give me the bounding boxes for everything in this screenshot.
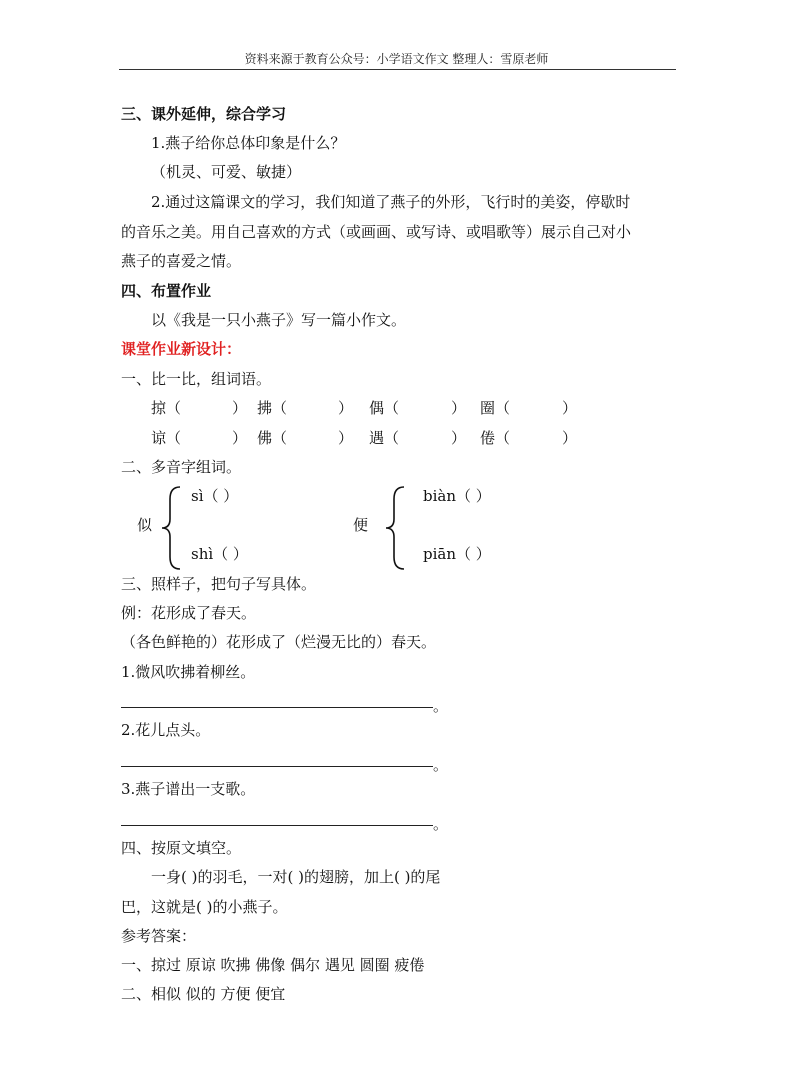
part1-title: 一、比一比，组词语。: [121, 370, 272, 388]
section4-body: 以《我是一只小燕子》写一篇小作文。: [151, 311, 407, 329]
part1-row2-close3: ）: [451, 429, 467, 447]
part3-item1: 1.微风吹拂着柳丝。: [121, 663, 256, 681]
page-header: 资料来源于教育公众号：小学语文作文 整理人：雪原老师: [244, 52, 549, 66]
part1-row1-close4: ）: [562, 399, 578, 417]
part2-title: 二、多音字组词。: [121, 458, 242, 476]
answers-title: 参考答案：: [121, 927, 197, 945]
part1-row2-close1: ）: [232, 429, 248, 447]
part1-row1-char3: 偶（: [369, 399, 400, 417]
part4-title: 四、按原文填空。: [121, 839, 242, 857]
part1-row2-close2: ）: [338, 429, 354, 447]
part1-row2-close4: ）: [562, 429, 578, 447]
part1-row1-close3: ）: [451, 399, 467, 417]
part2-char1-top: sì（ ）: [191, 487, 239, 505]
part1-row2-char1: 谅（: [151, 429, 182, 447]
part2-brace2: [384, 485, 406, 571]
part2-char1-bottom: shì（ ）: [191, 545, 248, 563]
part1-row2-char3: 遇（: [369, 429, 400, 447]
answers-line2: 二、相似 似的 方便 便宜: [121, 985, 286, 1003]
section3-title: 三、课外延伸，综合学习: [121, 105, 287, 123]
answers-line1: 一、掠过 原谅 吹拂 佛像 偶尔 遇见 圆圈 疲倦: [121, 956, 425, 974]
section3-answer1: （机灵、可爱、敏捷）: [151, 163, 302, 181]
part1-row1-char1: 掠（: [151, 399, 182, 417]
part2-char1: 似: [137, 516, 153, 534]
part1-row1-close1: ）: [232, 399, 248, 417]
section3-question2-line1: 2.通过这篇课文的学习，我们知道了燕子的外形，飞行时的美姿，停歇时: [151, 193, 631, 211]
homework-title: 课堂作业新设计：: [121, 340, 242, 358]
part4-line2: 巴，这就是( )的小燕子。: [121, 898, 288, 916]
part3-item2-period: 。: [433, 756, 449, 774]
part2-char2-bottom: piān（ ）: [423, 545, 491, 563]
part3-title: 三、照样子，把句子写具体。: [121, 575, 317, 593]
part2-brace1: [160, 485, 182, 571]
section3-question2-line2: 的音乐之美。用自己喜欢的方式（或画画、或写诗、或唱歌等）展示自己对小: [121, 223, 632, 241]
part3-item3-answer-line: [121, 825, 433, 826]
part3-item2: 2.花儿点头。: [121, 721, 211, 739]
part3-item1-period: 。: [433, 697, 449, 715]
header-rule: [119, 69, 676, 70]
section4-title: 四、布置作业: [121, 282, 212, 300]
section3-question2-line3: 燕子的喜爱之情。: [121, 252, 242, 270]
part3-example-answer: （各色鲜艳的）花形成了（烂漫无比的）春天。: [121, 633, 437, 651]
part1-row1-char4: 圈（: [480, 399, 511, 417]
part4-line1: 一身( )的羽毛，一对( )的翅膀，加上( )的尾: [151, 868, 441, 886]
part3-item3: 3.燕子谱出一支歌。: [121, 780, 256, 798]
part1-row1-char2: 拂（: [257, 399, 288, 417]
part3-item3-period: 。: [433, 815, 449, 833]
part1-row2-char4: 倦（: [480, 429, 511, 447]
part3-item1-answer-line: [121, 707, 433, 708]
section3-question1: 1.燕子给你总体印象是什么？: [151, 134, 346, 152]
part3-item2-answer-line: [121, 766, 433, 767]
part1-row2-char2: 佛（: [257, 429, 288, 447]
part3-example: 例：花形成了春天。: [121, 604, 257, 622]
part2-char2: 便: [353, 516, 369, 534]
part1-row1-close2: ）: [338, 399, 354, 417]
part2-char2-top: biàn（ ）: [423, 487, 491, 505]
